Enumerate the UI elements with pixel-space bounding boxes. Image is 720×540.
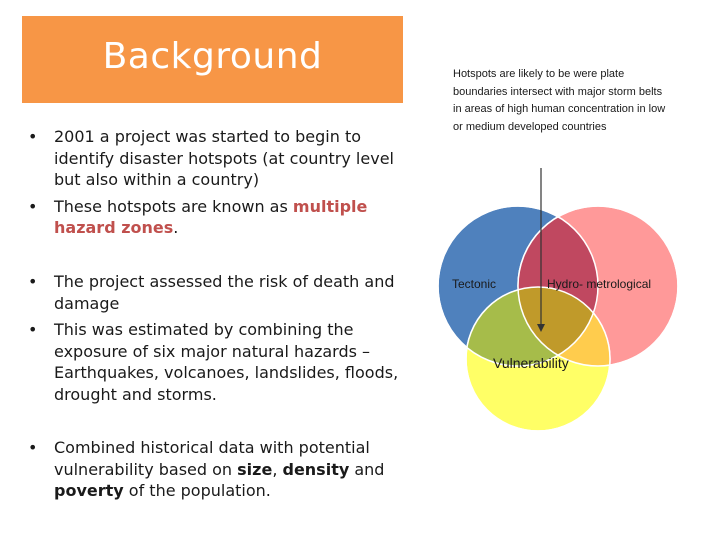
bullet-item (28, 196, 408, 239)
bullet-text: The project assessed the risk of death and damage (54, 272, 395, 313)
bullet-text: , (272, 459, 283, 479)
bullet-text: These hotspots are known as (54, 196, 293, 216)
bullet-list-2 (28, 271, 408, 410)
bullet-item (28, 319, 408, 405)
hotspot-note: Hotspots are likely to be were plate boundaries intersect with major storm belts in areas of high human concentration in low or medium developed countries (453, 68, 666, 133)
bullet-text: . (173, 218, 179, 237)
bullet-item (28, 126, 408, 191)
bullet-item (28, 437, 408, 502)
bullet-list-3 (28, 437, 408, 507)
bullet-text: and (349, 459, 385, 479)
bullet-text: of the population. (123, 481, 271, 500)
bold-text: density (282, 459, 350, 479)
highlight-text: multiple hazard zones (54, 196, 368, 237)
bullet-text: 2001 a project was started to begin to identify disaster hotspots (at country level but also within a country) (54, 127, 394, 189)
hydro-label: Hydro- metrological (547, 277, 652, 291)
title-banner (22, 16, 403, 103)
bullet-item (28, 271, 408, 314)
bullet-text: Combined historical data with potential vulnerability based on (54, 438, 370, 479)
bullet-text: This was estimated by combining the exposure of six major natural hazards – Earthquakes, volcanoes, landslides, floods, drought and storms. (54, 320, 399, 404)
tectonic-label: Tectonic (452, 277, 497, 291)
bold-text: poverty (54, 481, 124, 500)
bold-text: size (237, 459, 273, 479)
slide-title: Background (102, 36, 323, 77)
vulnerability-label: Vulnerability (493, 355, 569, 371)
bullet-list-1 (28, 126, 408, 244)
